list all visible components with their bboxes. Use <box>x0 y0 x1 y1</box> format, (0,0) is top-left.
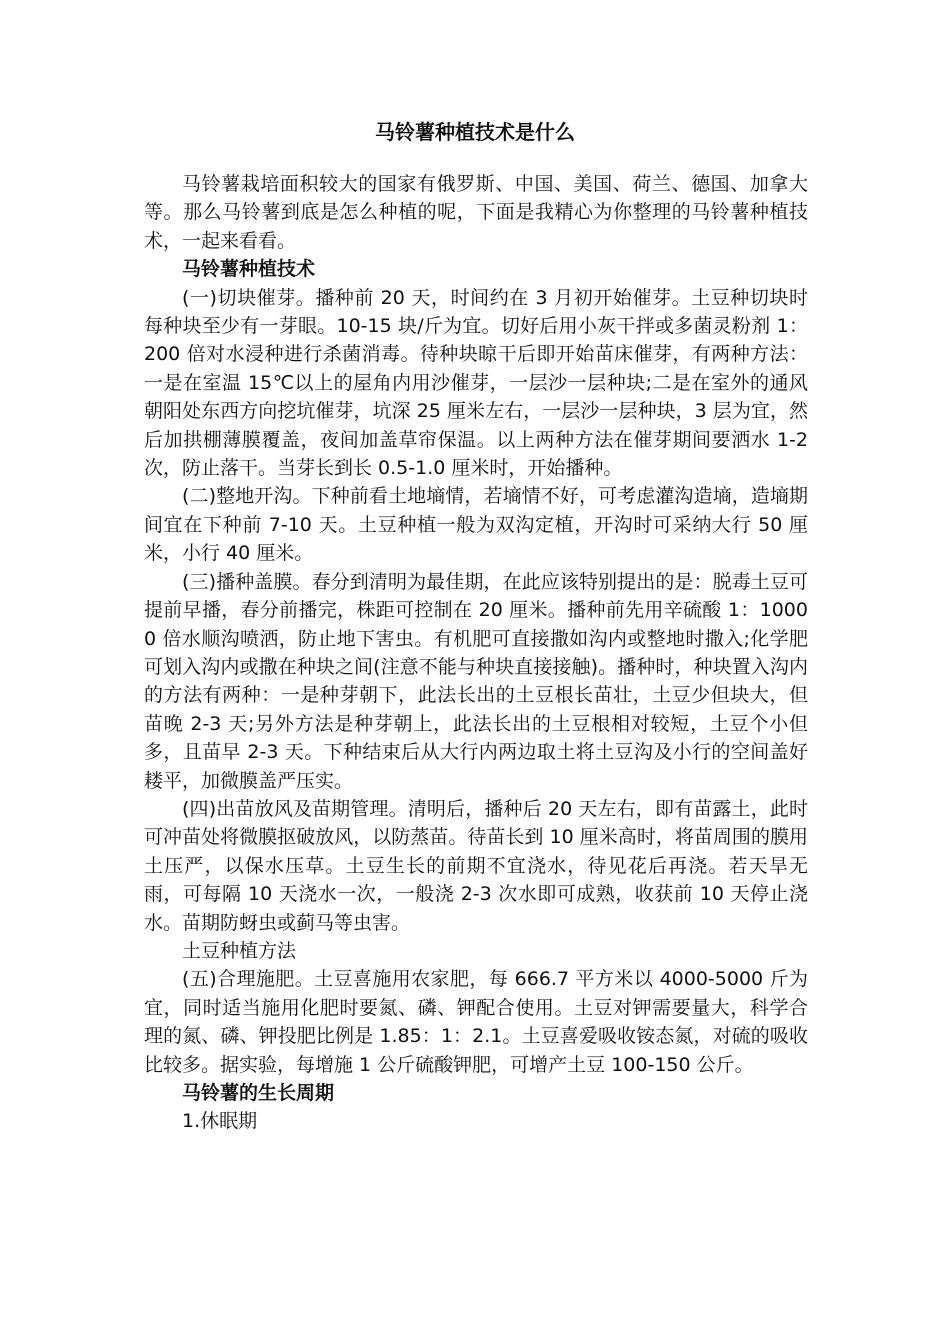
subheading-planting-method: 土豆种植方法 <box>182 939 297 962</box>
paragraph-land-preparation: (二)整地开沟。下种前看土地墒情，若墒情不好，可考虑灌沟造墒，造墒期间宜在下种前 7-10 天。土豆种植一般为双沟定植，开沟时可采纳大行 50 厘米，小行 40 厘米。 <box>144 485 808 565</box>
paragraph-fertilization: (五)合理施肥。土豆喜施用农家肥，每 666.7 平方米以 4000-5000 斤为宜，同时适当施用化肥时要氮、磷、钾配合使用。土豆对钾需要量大，科学合理的氮、磷、钾投肥比例是 1.85：1：2.1。土豆喜爱吸收铵态氮，对硫的吸收比较多。据实验，每增施 1 公斤硫酸钾肥，可增产土豆 100-150 公斤。 <box>144 968 808 1076</box>
intro-paragraph: 马铃薯栽培面积较大的国家有俄罗斯、中国、美国、荷兰、德国、加拿大等。那么马铃薯到底是怎么种植的呢，下面是我精心为你整理的马铃薯种植技术，一起来看看。 <box>144 173 808 252</box>
paragraph-seedling-management: (四)出苗放风及苗期管理。清明后，播种后 20 天左右，即有苗露土，此时可冲苗处将微膜抠破放风，以防蒸苗。待苗长到 10 厘米高时，将苗周围的膜用土压严，以保水压草。土豆生长的前期不宜浇水，待见花后再浇。若天旱无雨，可每隔 10 天浇水一次，一般浇 2-3 次水即可成熟，收获前 10 天停止浇水。苗期防蚜虫或蓟马等虫害。 <box>144 797 808 934</box>
paragraph-sowing-mulching: (三)播种盖膜。春分到清明为最佳期，在此应该特别提出的是：脱毒土豆可提前早播，春分前播完，株距可控制在 20 厘米。播种前先用辛硫酸 1：10000 倍水顺沟喷洒，防止地下害虫。有机肥可直接撒如沟内或整地时撒入;化学肥可划入沟内或撒在种块之间(注意不能与种块直接接触)。播种时，种块置入沟内的方法有两种：一是种芽朝下，此法长出的土豆根长苗壮，土豆少但块大，但苗晚 2-3 天;另外方法是种芽朝上，此法长出的土豆根相对较短，土豆个小但多，且苗早 2-3 天。下种结束后从大行内两边取土将土豆沟及小行的空间盖好耧平，加微膜盖严压实。 <box>144 570 808 792</box>
document-body <box>144 170 808 1136</box>
section-heading-planting-technique: 马铃薯种植技术 <box>182 258 316 281</box>
section-heading-growth-cycle: 马铃薯的生长周期 <box>182 1082 335 1104</box>
document-title: 马铃薯种植技术是什么 <box>375 120 575 144</box>
list-item-dormancy: 1.休眠期 <box>182 1110 258 1133</box>
paragraph-cutting-sprouting: (一)切块催芽。播种前 20 天，时间约在 3 月初开始催芽。土豆种切块时每种块至少有一芽眼。10-15 块/斤为宜。切好后用小灰干拌或多菌灵粉剂 1：200 倍对水浸种进行杀菌消毒。待种块晾干后即开始苗床催芽，有两种方法：一是在室温 15℃以上的屋角内用沙催芽，一层沙一层种块;二是在室外的通风朝阳处东西方向挖坑催芽，坑深 25 厘米左右，一层沙一层种块，3 层为宜，然后加拱棚薄膜覆盖，夜间加盖草帘保温。以上两种方法在催芽期间要洒水 1-2 次，防止落干。当芽长到长 0.5-1.0 厘米时，开始播种。 <box>144 286 808 480</box>
